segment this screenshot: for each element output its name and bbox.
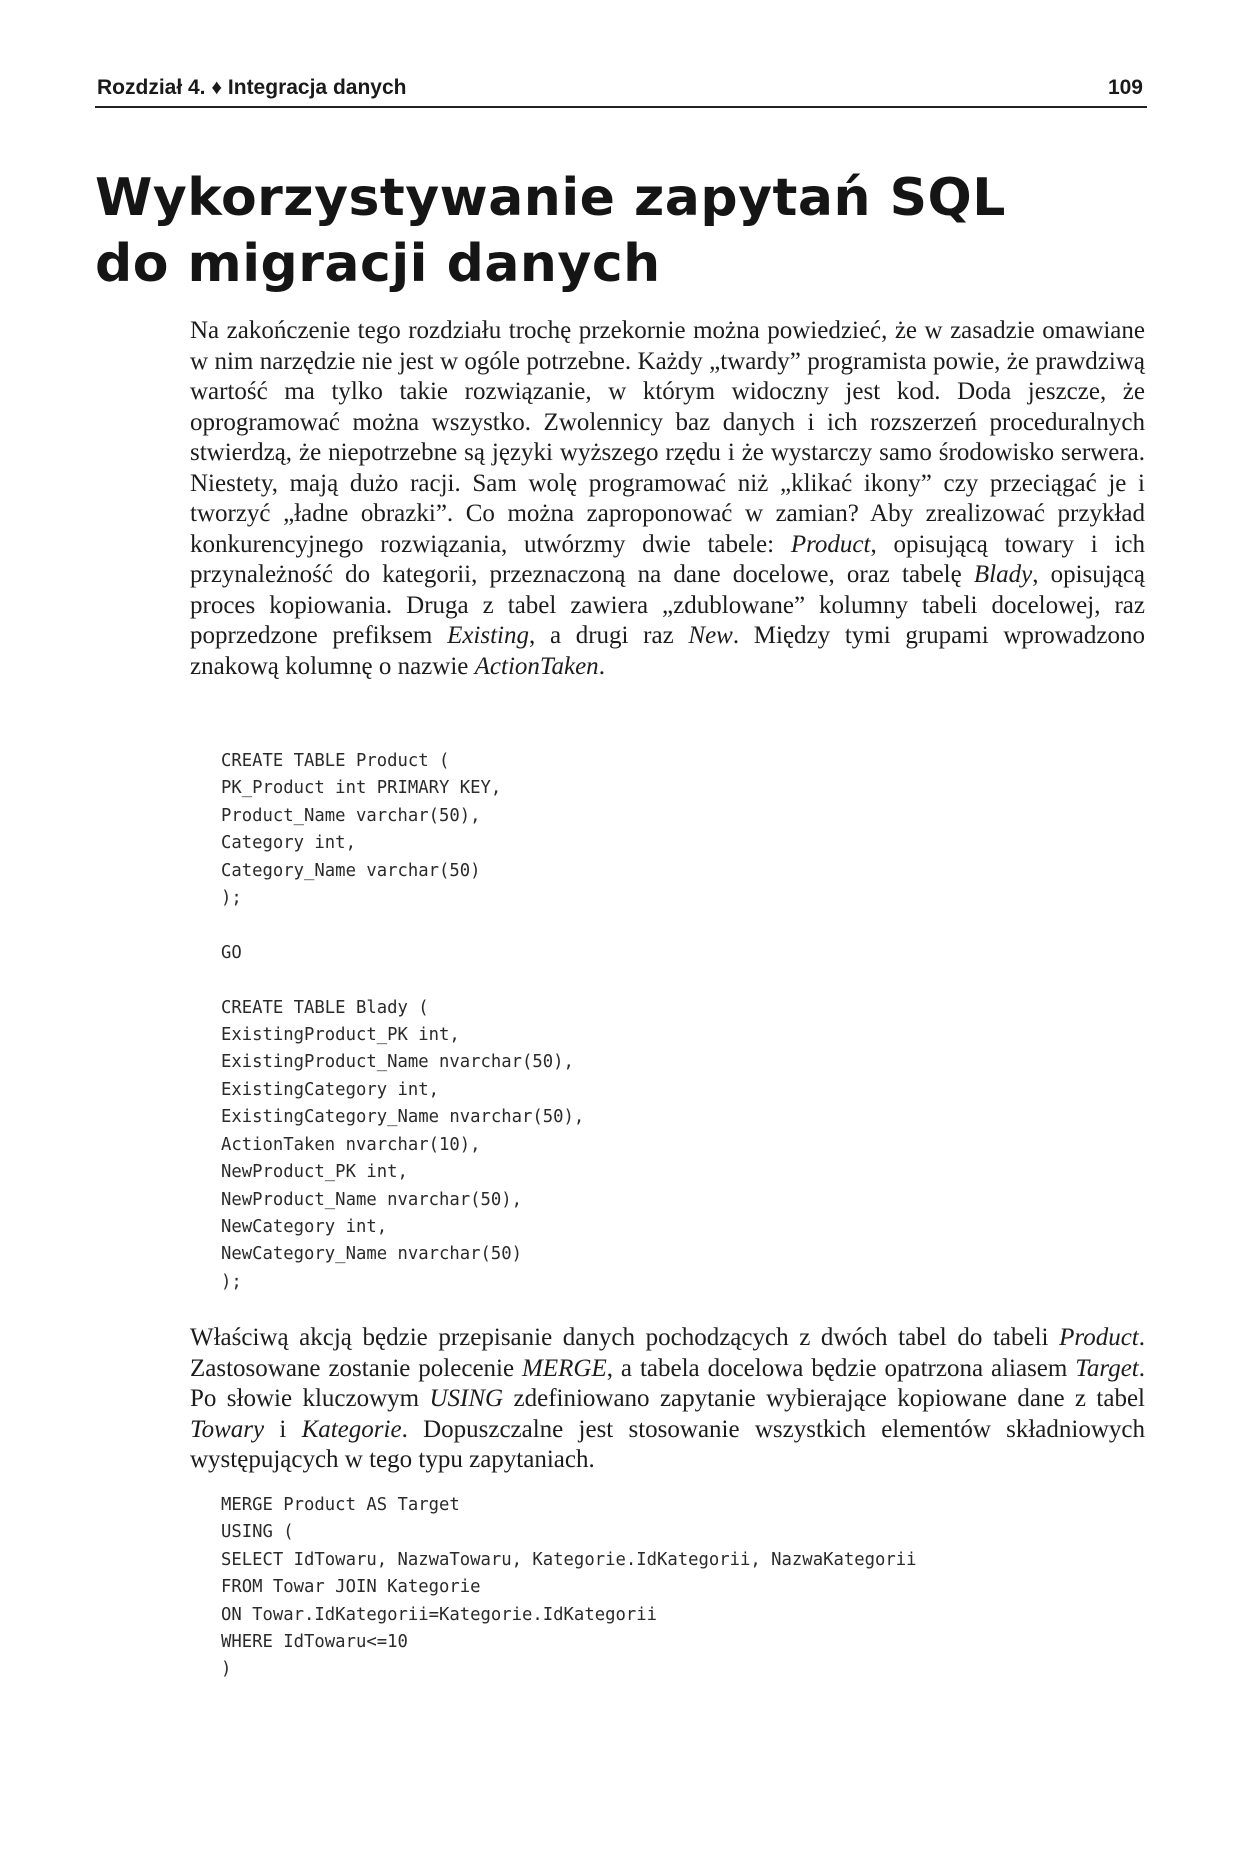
text-run: Właściwą akcją będzie przepisanie danych pochodzących z dwóch tabel do tabeli [190, 1324, 1060, 1351]
text-run: i [264, 1415, 302, 1443]
text-run: . Dopuszczalne jest stosowanie wszystkich elementów składniowych występujących w tego typu zapytaniach. [190, 1415, 1145, 1473]
prefix-new: New [688, 622, 733, 649]
keyword-using: USING [429, 1385, 504, 1412]
section-title-line2: do migracji danych [95, 234, 661, 294]
text-run: Na zakończenie tego rozdziału trochę przekornie można powiedzieć, że w zasadzie omawiane w nim narzędzie nie jest w ogóle potrzebne. Każdy „twardy” programista powie, że prawdziwą wartość ma tylko takie rozwiązanie, w którym widoczny jest kod. Doda jeszcze, że oprogramować można wszystko. Zwolennicy baz danych i ich rozszerzeń proceduralnych stwierdzą, że niepotrzebne są języki wyższego rzędu i że wystarczy samo środowisko serwera. Niestety, mają dużo racji. Sam wolę programować niż „klikać ikony” czy przeciągać je i tworzyć „ładne obrazki”. Co można zaproponować w zamian? Aby zrealizować przykład konkurencyjnego rozwiązania, utwórzmy dwie tabele: [190, 317, 1145, 558]
code-listing-merge: MERGE Product AS Target USING ( SELECT IdTowaru, NazwaTowaru, Kategorie.IdKategorii, NazwaKategorii FROM Towar JOIN Kategorie ON Towar.IdKategorii=Kategorie.IdKategorii WHERE IdTowaru<=10 ) [221, 1495, 917, 1680]
keyword-merge: MERGE [522, 1354, 607, 1382]
text-run: , opisującą proces kopiowania. Druga z tabel zawiera „zdublowane” kolumny tabeli docelowej, raz poprzedzone prefiksem [190, 561, 1146, 649]
text-run: , a tabela docelowa będzie opatrzona aliasem [606, 1354, 1076, 1382]
text-run: . [598, 652, 605, 680]
table-name-product: Product [790, 530, 871, 558]
text-run: . Po słowie kluczowym [190, 1354, 1145, 1412]
table-name-blady: Blady [973, 561, 1033, 588]
alias-target: Target [1075, 1354, 1139, 1382]
text-run: , opisującą towary i ich przynależność do kategorii, przeznaczoną na dane docelowe, oraz tabelę [190, 530, 1145, 588]
table-name-towary: Towary [190, 1415, 265, 1443]
code-listing-create-tables: CREATE TABLE Product ( PK_Product int PRIMARY KEY, Product_Name varchar(50), Category int, Category_Name varchar(50) ); GO CREATE TABLE Blady ( ExistingProduct_PK int, ExistingProduct_Name nvarchar(50), ExistingCategory int, ExistingCategory_Name nvarchar(50), ActionTaken nvarchar(10), NewProduct_PK int, NewProduct_Name nvarchar(50), NewCategory int, NewCategory_Name nvarchar(50) ); [221, 751, 585, 1292]
merge-paragraph [190, 1323, 1145, 1476]
table-name-kategorie: Kategorie [301, 1415, 402, 1443]
running-header [95, 74, 1147, 108]
text-run: zdefiniowano zapytanie wybierające kopiowane dane z tabel [503, 1385, 1145, 1412]
text-run: . Między tymi grupami wprowadzono znakową kolumnę o nazwie [190, 622, 1145, 680]
prefix-existing: Existing [447, 622, 529, 649]
chapter-title: Rozdział 4. ♦ Integracja danych [97, 76, 407, 99]
section-title-line1: Wykorzystywanie zapytań SQL [95, 168, 1006, 228]
section-title [95, 165, 1155, 297]
table-name-product: Product [1059, 1324, 1139, 1351]
text-run: , a drugi raz [529, 622, 689, 649]
text-run: . Zastosowane zostanie polecenie [190, 1324, 1145, 1382]
column-name-actiontaken: ActionTaken [474, 652, 599, 680]
intro-paragraph [190, 316, 1145, 682]
page-number: 109 [1107, 76, 1143, 99]
